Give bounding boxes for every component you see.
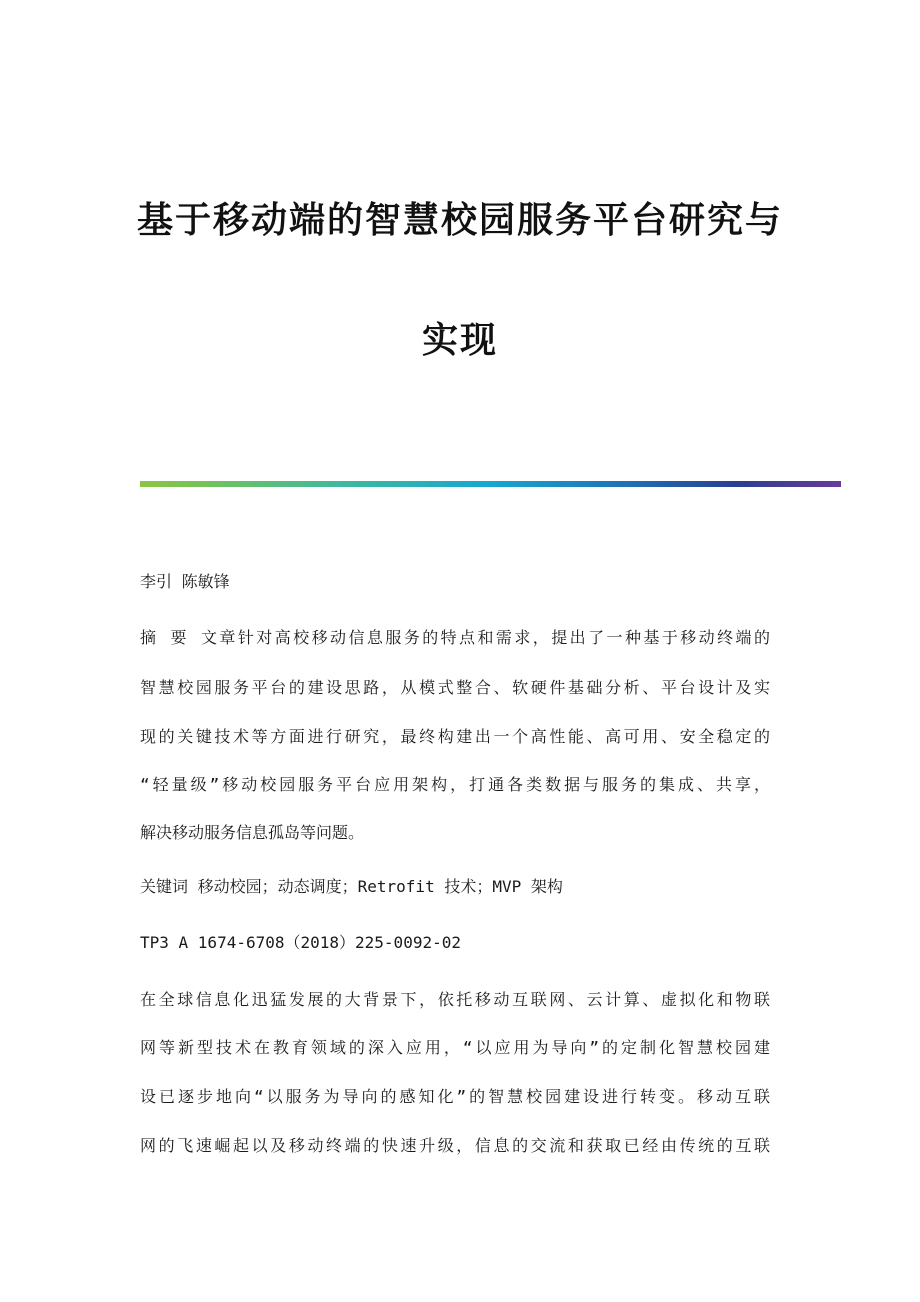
abstract-line-4: “轻量级”移动校园服务平台应用架构，打通各类数据与服务的集成、共享， bbox=[140, 775, 770, 794]
authors: 李引 陈敏锋 bbox=[140, 572, 230, 591]
abstract-line-5: 解决移动服务信息孤岛等问题。 bbox=[140, 823, 365, 842]
intro-line-3: 设已逐步地向“以服务为导向的感知化”的智慧校园建设进行转变。移动互联 bbox=[140, 1087, 770, 1106]
abstract-line-2: 智慧校园服务平台的建设思路，从模式整合、软硬件基础分析、平台设计及实 bbox=[140, 678, 770, 697]
intro-line-4: 网的飞速崛起以及移动终端的快速升级，信息的交流和获取已经由传统的互联 bbox=[140, 1136, 770, 1155]
keywords: 关键词 移动校园；动态调度；Retrofit 技术；MVP 架构 bbox=[140, 877, 563, 896]
paper-title-line-1: 基于移动端的智慧校园服务平台研究与 bbox=[136, 199, 783, 241]
abstract-line-3: 现的关键技术等方面进行研究，最终构建出一个高性能、高可用、安全稳定的 bbox=[140, 727, 770, 746]
abstract-line-1: 摘 要 文章针对高校移动信息服务的特点和需求，提出了一种基于移动终端的 bbox=[140, 628, 770, 647]
paper-title-line-2: 实现 bbox=[421, 319, 498, 361]
intro-line-2: 网等新型技术在教育领域的深入应用，“以应用为导向”的定制化智慧校园建 bbox=[140, 1038, 770, 1057]
gradient-divider bbox=[140, 481, 841, 487]
classification-code: TP3 A 1674-6708（2018）225-0092-02 bbox=[140, 933, 461, 952]
intro-line-1: 在全球信息化迅猛发展的大背景下，依托移动互联网、云计算、虚拟化和物联 bbox=[140, 990, 770, 1009]
